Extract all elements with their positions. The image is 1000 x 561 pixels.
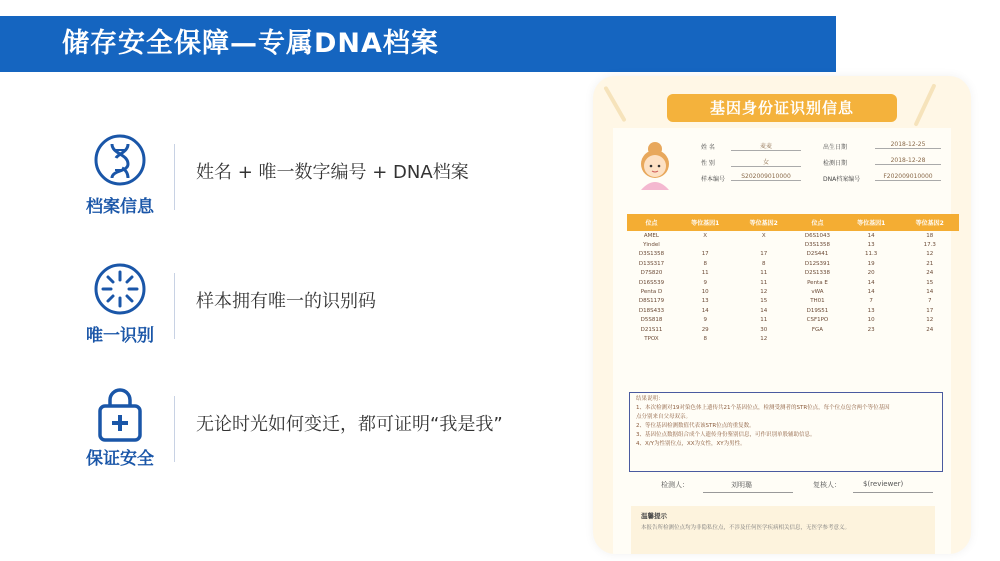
table-cell: 14 xyxy=(701,307,709,314)
table-cell: 11 xyxy=(760,317,768,324)
identify-sunburst-icon xyxy=(92,263,148,319)
table-cell: Yindel xyxy=(643,242,660,249)
results-line: 点分别来自父母双亲。 xyxy=(636,414,692,420)
table-cell: 11 xyxy=(760,270,768,277)
results-line: 4、X/Y为性别位点，XX为女性，XY为男性。 xyxy=(636,441,746,447)
page-title: 储存安全保障—专属DNA档案 xyxy=(62,28,439,59)
feature-unique-id xyxy=(78,263,558,353)
lock-plus-icon xyxy=(92,386,148,442)
table-cell: 17 xyxy=(701,251,709,258)
table-cell: TPOX xyxy=(644,335,659,342)
table-cell xyxy=(842,334,901,343)
table-cell: X xyxy=(703,232,708,239)
table-cell: 7 xyxy=(927,298,932,305)
table-cell: CSF1PO xyxy=(806,317,829,324)
table-header-cell: 等位基因2 xyxy=(900,214,959,231)
decoration-stripe xyxy=(913,83,936,126)
table-cell: D18S433 xyxy=(638,307,665,314)
table-cell: 14 xyxy=(867,289,875,296)
table-cell: X xyxy=(761,232,766,239)
card-title: 基因身份证识别信息 xyxy=(667,94,897,122)
table-cell: 11.3 xyxy=(865,251,878,258)
value-name: 麦麦 xyxy=(731,141,801,151)
table-cell: 12 xyxy=(926,251,934,258)
feature-text: 无论时光如何变迁，都可证明“我是我” xyxy=(196,414,503,435)
table-row xyxy=(627,325,959,334)
table-header-cell: 位点 xyxy=(627,214,676,231)
label-birth: 出生日期 xyxy=(823,144,848,151)
table-cell: 14 xyxy=(760,307,768,314)
table-cell: vWA xyxy=(811,289,824,296)
table-cell: D13S317 xyxy=(638,260,665,267)
table-cell: 29 xyxy=(701,326,709,333)
value-gender: 女 xyxy=(731,157,801,167)
table-header-cell: 等位基因1 xyxy=(676,214,735,231)
table-cell: D16S539 xyxy=(638,279,665,286)
feature-caption: 档案信息 xyxy=(86,197,154,217)
table-cell: 12 xyxy=(760,289,768,296)
table-cell: D5S818 xyxy=(640,317,663,324)
table-cell: D12S391 xyxy=(804,260,831,267)
table-cell: D21S11 xyxy=(640,326,663,333)
table-cell: D3S1358 xyxy=(638,251,665,258)
label-dna-no: DNA档案编号 xyxy=(823,176,861,183)
table-row xyxy=(627,297,959,306)
table-header-cell: 等位基因1 xyxy=(842,214,901,231)
table-body xyxy=(627,231,959,344)
results-title: 结果说明： xyxy=(636,396,664,402)
table-cell: 10 xyxy=(701,289,709,296)
table-cell: 24 xyxy=(926,270,934,277)
table-cell: 18 xyxy=(926,232,934,239)
table-cell xyxy=(900,334,959,343)
value-test-date: 2018-12-28 xyxy=(875,157,941,165)
tester-label: 检测人： xyxy=(661,481,689,489)
table-cell: D6S1043 xyxy=(804,232,831,239)
notice-text: 本报告所检测位点均为非隐私位点，不涉及任何医学疾病相关信息，无医学参考意义。 xyxy=(641,525,851,531)
decoration-stripe xyxy=(603,86,626,123)
value-birth: 2018-12-25 xyxy=(875,141,941,149)
value-sample-no: S202009010000 xyxy=(731,173,801,181)
table-cell: 14 xyxy=(926,289,934,296)
table-cell: D2S1338 xyxy=(804,270,831,277)
table-row xyxy=(627,231,959,240)
table-cell xyxy=(676,240,735,249)
results-line: 2、等位基因检测数值代表该STR位点的重复数。 xyxy=(636,423,755,429)
table-row xyxy=(627,269,959,278)
table-cell: Penta D xyxy=(640,289,663,296)
table-cell: 14 xyxy=(867,232,875,239)
table-row xyxy=(627,316,959,325)
table-header-cell: 等位基因2 xyxy=(734,214,793,231)
table-cell: 9 xyxy=(703,317,707,324)
table-cell: 13 xyxy=(867,307,875,314)
table-cell: FGA xyxy=(811,326,824,333)
label-gender: 性 别 xyxy=(701,160,715,167)
divider xyxy=(174,273,175,339)
tester-name: 刘明璐 xyxy=(731,481,752,489)
table-cell: 7 xyxy=(869,298,873,305)
str-locus-table xyxy=(627,214,959,344)
table-cell: D8S1179 xyxy=(638,298,665,305)
tester-signature-line xyxy=(703,492,793,493)
table-header-cell: 位点 xyxy=(793,214,842,231)
table-cell: 12 xyxy=(760,335,768,342)
label-sample-no: 样本编号 xyxy=(701,176,726,183)
table-cell: 30 xyxy=(760,326,768,333)
table-row xyxy=(627,287,959,296)
table-cell: 20 xyxy=(867,270,875,277)
table-header-row xyxy=(627,214,959,231)
table-cell: 19 xyxy=(867,260,875,267)
table-row xyxy=(627,278,959,287)
value-dna-no: F202009010000 xyxy=(875,173,941,181)
table-cell: 8 xyxy=(703,335,707,342)
dna-icon xyxy=(92,134,148,190)
table-cell: 21 xyxy=(926,260,934,267)
reviewer-label: 复核人： xyxy=(813,481,841,489)
table-cell: 11 xyxy=(760,279,768,286)
table-cell: 12 xyxy=(926,317,934,324)
table-cell xyxy=(793,334,842,343)
table-cell: D19S51 xyxy=(806,307,829,314)
table-cell: TH01 xyxy=(810,298,825,305)
table-cell: 24 xyxy=(926,326,934,333)
table-cell: D3S1358 xyxy=(804,242,831,249)
divider xyxy=(174,144,175,210)
table-row xyxy=(627,334,959,343)
table-row xyxy=(627,240,959,249)
table-cell xyxy=(734,240,793,249)
table-cell: 14 xyxy=(867,279,875,286)
reviewer-name: $(reviewer) xyxy=(863,480,904,488)
results-line: 3、基因位点数据组合成个人遗传身份鉴别信息，可作识别单股辅助信息。 xyxy=(636,432,816,438)
results-box xyxy=(629,392,943,472)
table-cell: 23 xyxy=(867,326,875,333)
table-row xyxy=(627,250,959,259)
label-test-date: 检测日期 xyxy=(823,160,848,167)
feature-caption: 唯一识别 xyxy=(86,326,154,346)
feature-caption: 保证安全 xyxy=(86,449,154,469)
table-row xyxy=(627,306,959,315)
table-cell: 11 xyxy=(701,270,709,277)
table-row xyxy=(627,259,959,268)
table-cell: 8 xyxy=(703,260,707,267)
table-cell: Penta E xyxy=(807,279,828,286)
table-cell: 15 xyxy=(926,279,934,286)
reviewer-signature-line xyxy=(853,492,933,493)
avatar xyxy=(633,140,677,190)
table-cell: 15 xyxy=(760,298,768,305)
table-cell: 8 xyxy=(761,260,766,267)
table-cell: 10 xyxy=(867,317,875,324)
table-cell: D2S441 xyxy=(806,251,829,258)
table-cell: 13 xyxy=(867,242,875,249)
label-name: 姓 名 xyxy=(701,144,715,151)
dna-identity-card xyxy=(593,76,971,554)
notice-title: 温馨提示 xyxy=(641,512,667,520)
table-cell: D7S820 xyxy=(640,270,663,277)
title-bar xyxy=(0,16,836,72)
results-line: 1、本次检测对19对染色体上遗传共21个基因位点，检测受测者的STR位点，每个位点包含两个等位基因 xyxy=(636,405,890,411)
table-cell: AMEL xyxy=(643,232,659,239)
table-cell: 13 xyxy=(701,298,709,305)
feature-text: 样本拥有唯一的识别码 xyxy=(196,291,376,312)
divider xyxy=(174,396,175,462)
table-cell: 17 xyxy=(760,251,768,258)
table-cell: 17 xyxy=(926,307,934,314)
report-paper xyxy=(613,128,951,554)
feature-text: 姓名 + 唯一数字编号 + DNA档案 xyxy=(196,162,469,183)
feature-security xyxy=(78,386,558,476)
notice-box xyxy=(631,506,935,554)
table-cell: 17.3 xyxy=(923,242,936,249)
table-cell: 9 xyxy=(703,279,707,286)
feature-archive-info xyxy=(78,134,558,224)
